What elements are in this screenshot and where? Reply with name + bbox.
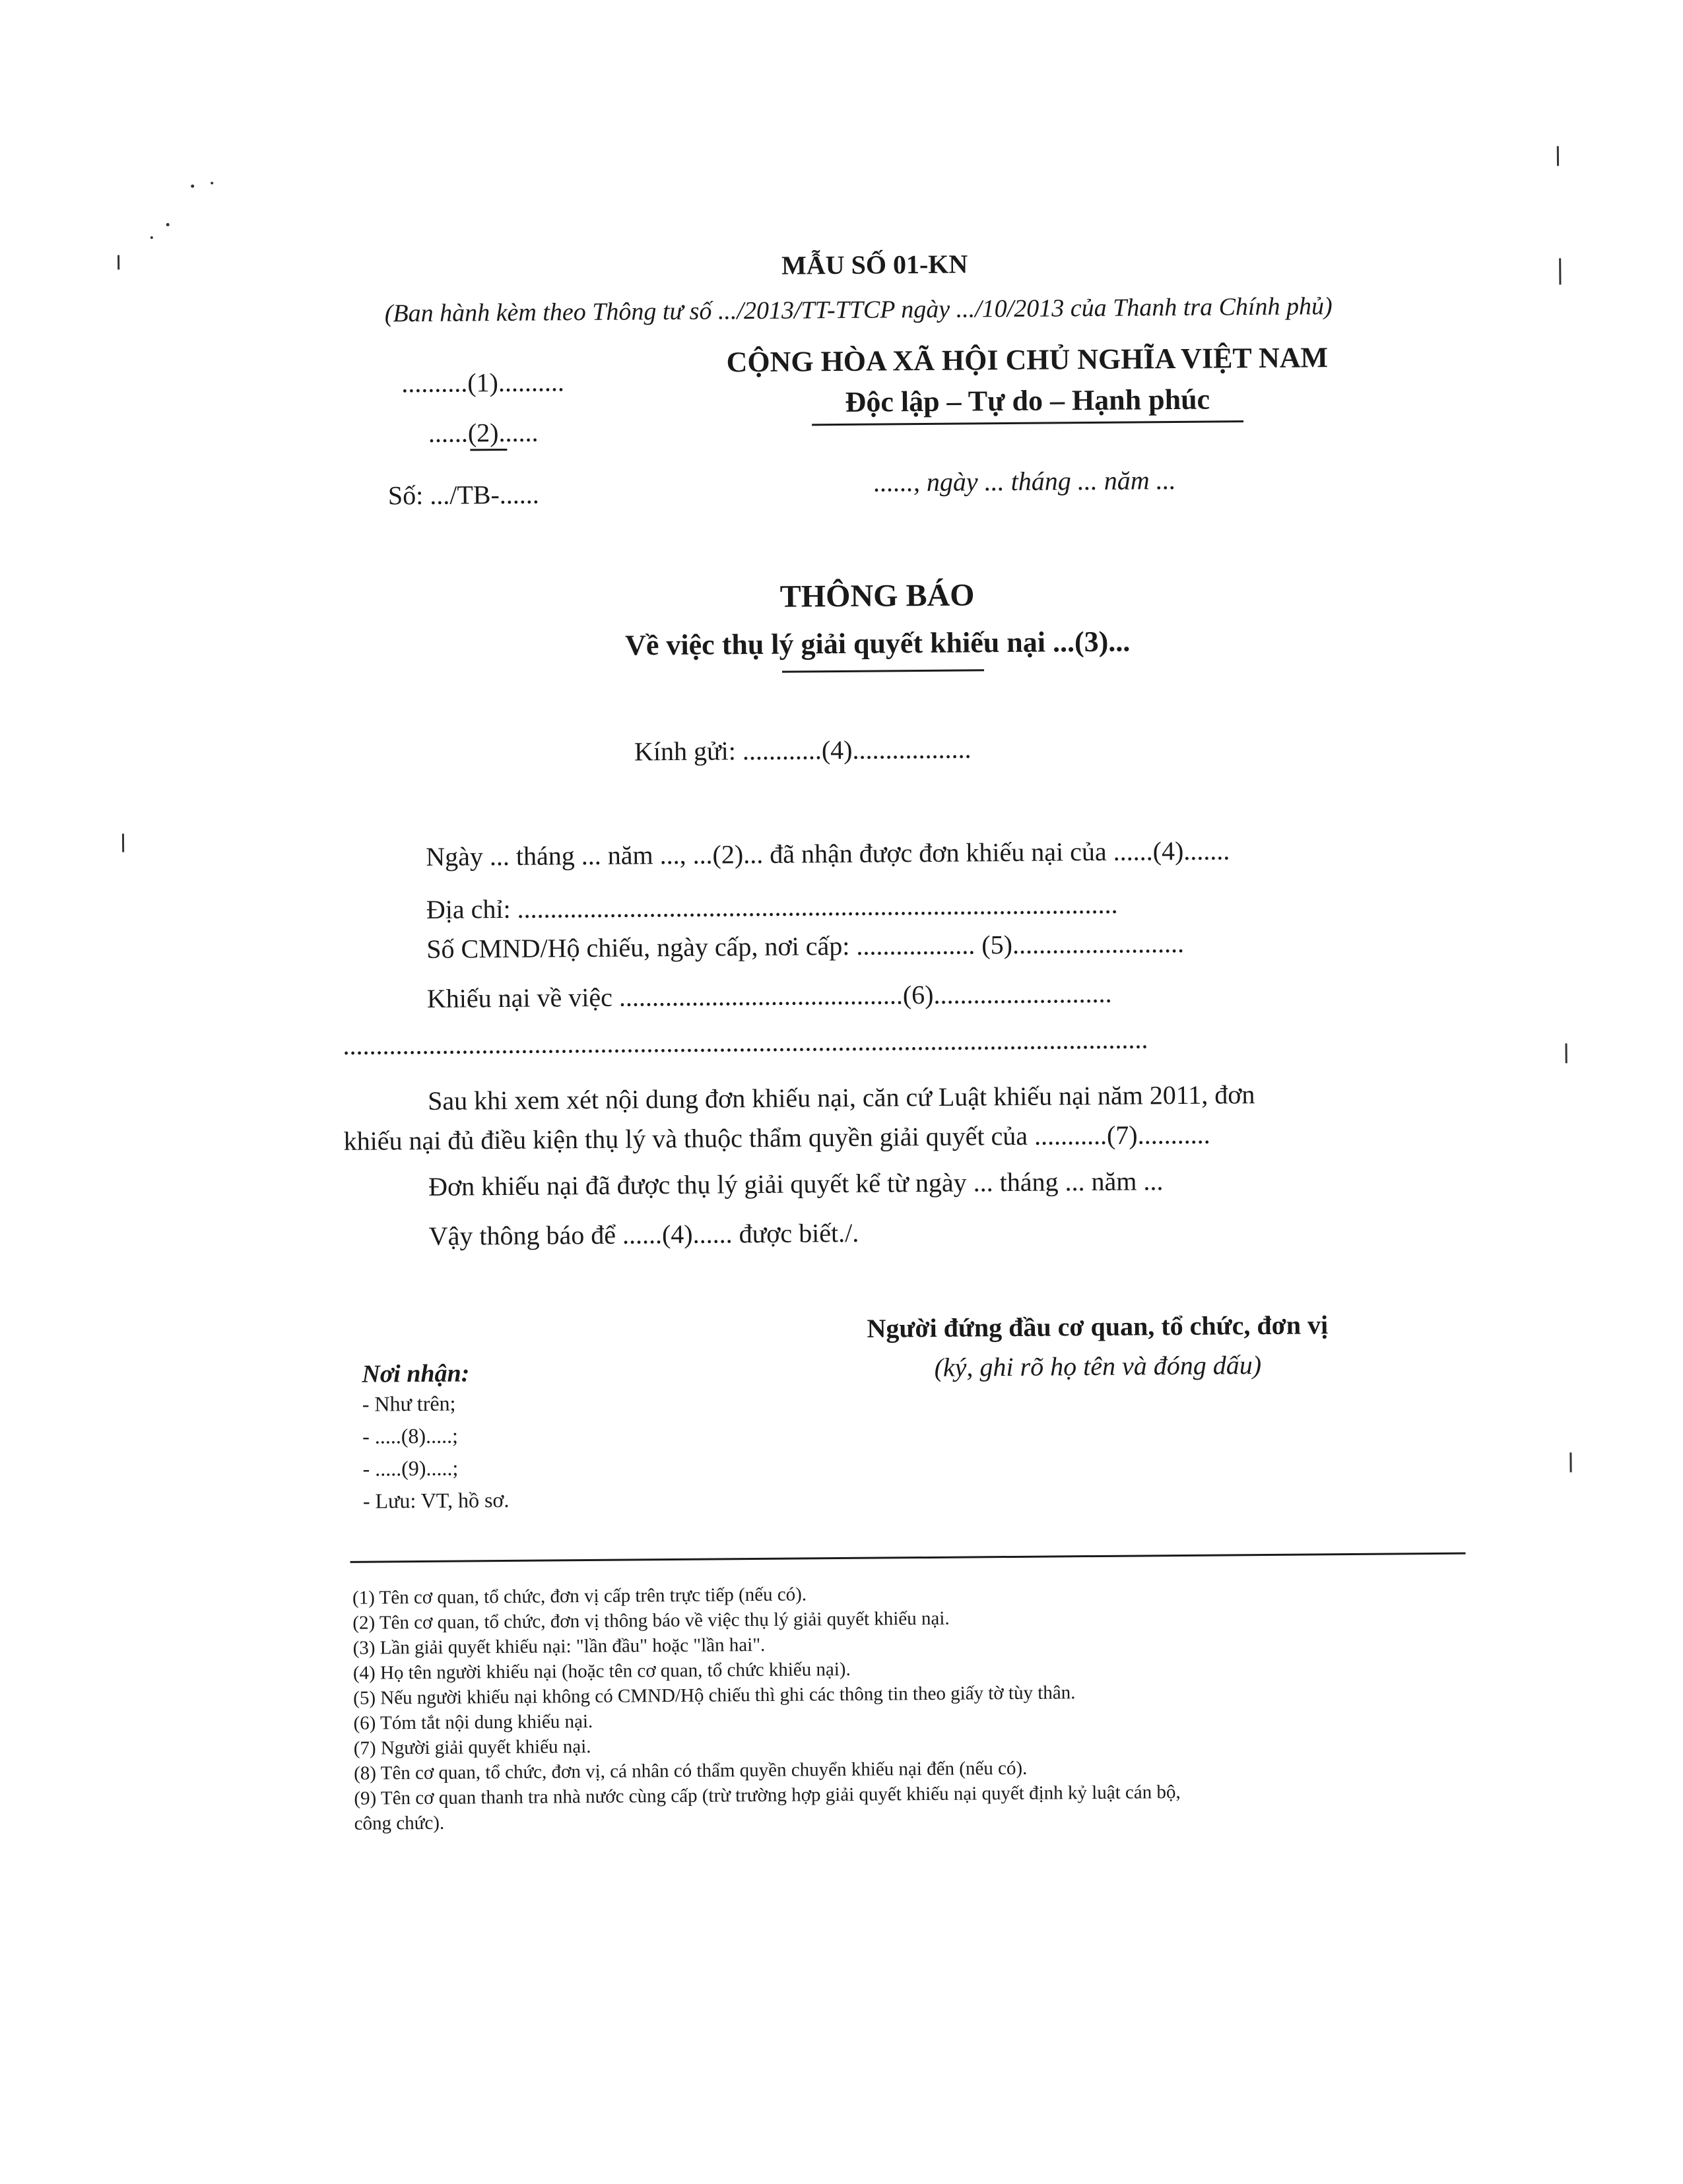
footnote-8: (8) Tên cơ quan, tổ chức, đơn vị, cá nhân có thẩm quyền chuyển khiếu nại đến (nếu có). bbox=[354, 1757, 1028, 1784]
address-line: Địa chỉ: ........................................................................................... bbox=[426, 889, 1118, 924]
org-underline bbox=[470, 449, 507, 451]
footnote-separator bbox=[350, 1553, 1466, 1563]
document-title: THÔNG BÁO bbox=[779, 577, 975, 614]
review-paragraph-line-1: Sau khi xem xét nội dung đơn khiếu nại, căn cứ Luật khiếu nại năm 2011, đơn bbox=[427, 1079, 1255, 1116]
footnote-4: (4) Họ tên người khiếu nại (hoặc tên cơ quan, tổ chức khiếu nại). bbox=[352, 1658, 851, 1684]
issued-by-note: (Ban hành kèm theo Thông tư số .../2013/TT-TTCP ngày .../10/2013 của Thanh tra Chính phủ) bbox=[384, 292, 1333, 328]
date-line: ......, ngày ... tháng ... năm ... bbox=[873, 465, 1176, 498]
footnote-7: (7) Người giải quyết khiếu nại. bbox=[353, 1736, 591, 1759]
id-document-line: Số CMND/Hộ chiếu, ngày cấp, nơi cấp: .................. (5).......................... bbox=[426, 928, 1185, 964]
national-motto: Độc lập – Tự do – Hạnh phúc bbox=[845, 383, 1210, 418]
issuing-org-placeholder: ......(2)...... bbox=[428, 417, 539, 448]
document-number: Số: .../TB-...... bbox=[387, 479, 539, 511]
subtitle-underline bbox=[782, 669, 984, 672]
review-paragraph-line-2: khiếu nại đủ điều kiện thụ lý và thuộc thẩm quyền giải quyết của ...........(7)........... bbox=[343, 1119, 1210, 1156]
footnote-5: (5) Nếu người khiếu nại không có CMND/Hộ chiếu thì ghi các thông tin theo giấy tờ tùy thân. bbox=[353, 1682, 1076, 1709]
footnote-2: (2) Tên cơ quan, tổ chức, đơn vị thông báo về việc thụ lý giải quyết khiếu nại. bbox=[352, 1607, 950, 1634]
scan-mark bbox=[117, 255, 119, 270]
addressee-line: Kính gửi: ............(4).................. bbox=[634, 734, 972, 767]
recipients-title: Nơi nhận: bbox=[362, 1359, 470, 1388]
received-line: Ngày ... tháng ... năm ..., ...(2)... đã nhận được đơn khiếu nại của ......(4)....... bbox=[426, 835, 1230, 872]
scan-mark bbox=[1559, 258, 1561, 284]
recipient-item: - .....(8).....; bbox=[362, 1423, 459, 1448]
scan-speck bbox=[166, 223, 170, 226]
complaint-subject-continuation: .......................................................................................................................... bbox=[343, 1024, 1148, 1060]
signer-instruction: (ký, ghi rõ họ tên và đóng dấu) bbox=[934, 1350, 1262, 1382]
country-name: CỘNG HÒA XÃ HỘI CHỦ NGHĨA VIỆT NAM bbox=[726, 341, 1329, 379]
accepted-paragraph: Đơn khiếu nại đã được thụ lý giải quyết kể từ ngày ... tháng ... năm ... bbox=[428, 1166, 1164, 1202]
scan-mark bbox=[122, 834, 124, 852]
footnote-9-continuation: công chức). bbox=[354, 1812, 445, 1834]
scan-mark bbox=[1557, 146, 1559, 166]
scan-speck bbox=[191, 185, 194, 188]
footnote-1: (1) Tên cơ quan, tổ chức, đơn vị cấp trên trực tiếp (nếu có). bbox=[352, 1584, 807, 1609]
parent-org-placeholder: ..........(1).......... bbox=[401, 367, 565, 399]
recipient-item: - .....(9).....; bbox=[362, 1456, 459, 1481]
recipient-item: - Như trên; bbox=[362, 1391, 456, 1416]
document-subtitle: Về việc thụ lý giải quyết khiếu nại ...(3)... bbox=[624, 625, 1131, 662]
recipient-item: - Lưu: VT, hồ sơ. bbox=[362, 1487, 510, 1513]
scan-mark bbox=[1565, 1043, 1567, 1063]
signer-title: Người đứng đầu cơ quan, tổ chức, đơn vị bbox=[867, 1310, 1329, 1343]
form-code: MẪU SỐ 01-KN bbox=[781, 249, 968, 280]
scan-mark bbox=[1569, 1452, 1571, 1472]
footnote-3: (3) Lần giải quyết khiếu nại: "lần đầu" hoặc "lần hai". bbox=[352, 1634, 766, 1659]
footnote-9: (9) Tên cơ quan thanh tra nhà nước cùng cấp (trừ trường hợp giải quyết khiếu nại quyết định kỷ luật cán bộ, bbox=[354, 1781, 1181, 1809]
scan-speck bbox=[150, 236, 153, 239]
motto-underline bbox=[812, 420, 1243, 426]
scan-speck bbox=[211, 181, 213, 184]
footnote-6: (6) Tóm tắt nội dung khiếu nại. bbox=[353, 1710, 593, 1734]
complaint-subject-line: Khiếu nại về việc ...........................................(6)........................... bbox=[426, 978, 1112, 1013]
notice-paragraph: Vậy thông báo để ......(4)...... được biết./. bbox=[428, 1217, 859, 1251]
